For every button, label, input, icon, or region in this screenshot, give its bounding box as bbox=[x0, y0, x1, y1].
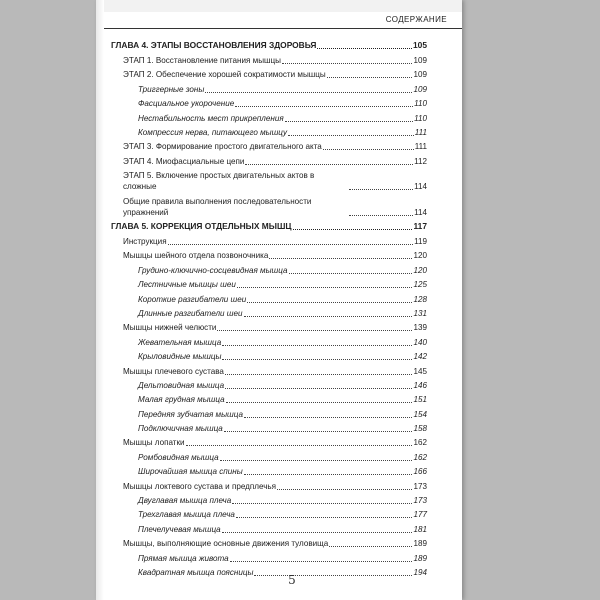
leader-dots bbox=[168, 244, 414, 245]
page-number: 189 bbox=[413, 553, 427, 563]
page-number: 109 bbox=[413, 70, 427, 80]
leader-dots bbox=[244, 417, 413, 418]
leader-dots bbox=[237, 287, 413, 288]
entry-title: Нестабильность мест прикрепления bbox=[138, 113, 284, 123]
entry-title: Малая грудная мышца bbox=[138, 395, 225, 405]
page-number: 110 bbox=[414, 113, 427, 123]
header-rule bbox=[104, 28, 462, 29]
entry-title: Квадратная мышца поясницы bbox=[138, 567, 254, 577]
toc-entry bbox=[111, 170, 427, 192]
page-folio-number: 5 bbox=[288, 573, 296, 587]
entry-title: Дельтовидная мышца bbox=[138, 380, 225, 390]
leader-dots bbox=[222, 345, 412, 346]
entry-title: ЭТАП 3. Формирование простого двигательного акта bbox=[123, 142, 322, 152]
leader-dots bbox=[329, 546, 412, 547]
page-number: 114 bbox=[414, 207, 427, 217]
entry-title: Компрессия нерва, питающего мышцу bbox=[138, 127, 288, 137]
chapter-title: ГЛАВА 5. КОРРЕКЦИЯ ОТДЕЛЬНЫХ МЫШЦ bbox=[111, 221, 292, 231]
entry-title: Триггерные зоны bbox=[138, 84, 205, 94]
leader-dots bbox=[222, 359, 412, 360]
page-number: 131 bbox=[413, 308, 427, 318]
toc-entry bbox=[111, 69, 427, 80]
entry-title: Мышцы плечевого сустава bbox=[123, 366, 224, 376]
chapter-title: ГЛАВА 4. ЭТАПЫ ВОССТАНОВЛЕНИЯ ЗДОРОВЬЯ bbox=[111, 40, 317, 50]
page-number: 181 bbox=[413, 524, 427, 534]
leader-dots bbox=[247, 302, 412, 303]
leader-dots bbox=[225, 374, 413, 375]
page-number: 105 bbox=[413, 40, 427, 50]
entry-title: ЭТАП 1. Восстановление питания мышцы bbox=[123, 56, 281, 65]
leader-dots bbox=[285, 121, 413, 122]
page-number: 109 bbox=[413, 56, 427, 65]
page-number: 158 bbox=[413, 424, 427, 434]
toc-subentry bbox=[111, 423, 427, 434]
leader-dots bbox=[349, 215, 413, 216]
page-number: 194 bbox=[413, 567, 427, 577]
entry-title: Широчайшая мышца спины bbox=[138, 467, 243, 477]
toc-subentry bbox=[111, 113, 427, 124]
toc-subentry bbox=[111, 452, 427, 463]
leader-dots bbox=[327, 77, 413, 78]
book-page bbox=[96, 0, 462, 600]
leader-dots bbox=[293, 229, 413, 230]
toc-subentry bbox=[111, 337, 427, 348]
leader-dots bbox=[244, 316, 413, 317]
leader-dots bbox=[224, 431, 413, 432]
toc-entry bbox=[111, 481, 427, 492]
toc-subentry bbox=[111, 567, 427, 578]
entry-title: ЭТАП 4. Миофасциальные цепи bbox=[123, 156, 245, 166]
entry-title: Мышцы локтевого сустава и предплечья bbox=[123, 481, 277, 491]
chapter-5-section bbox=[111, 220, 427, 581]
toc-subentry bbox=[111, 265, 427, 276]
running-header: СОДЕРЖАНИЕ bbox=[385, 15, 447, 24]
leader-dots bbox=[222, 532, 413, 533]
leader-dots bbox=[282, 63, 412, 64]
page-number: 166 bbox=[413, 467, 427, 477]
toc-entry bbox=[111, 538, 427, 549]
leader-dots bbox=[232, 503, 412, 504]
leader-dots bbox=[205, 92, 412, 93]
leader-dots bbox=[245, 164, 413, 165]
entry-title: Передняя зубчатая мышца bbox=[138, 409, 243, 419]
entry-title: Короткие разгибатели шеи bbox=[138, 294, 247, 304]
entry-title: Плечелучевая мышца bbox=[138, 524, 221, 534]
page-top-strip bbox=[104, 0, 462, 12]
toc-subentry bbox=[111, 351, 427, 362]
page-number: 189 bbox=[413, 539, 427, 549]
toc-subentry bbox=[111, 84, 427, 95]
entry-title: Мышцы шейного отдела позвоночника bbox=[123, 251, 269, 261]
page-number: 128 bbox=[413, 294, 427, 304]
toc-entry bbox=[111, 55, 427, 66]
toc-entry bbox=[111, 141, 427, 152]
leader-dots bbox=[277, 489, 412, 490]
entry-title: Длинные разгибатели шеи bbox=[138, 308, 243, 318]
toc-subentry bbox=[111, 127, 427, 138]
entry-title: ЭТАП 5. Включение простых двигательных актов в сложные bbox=[123, 171, 315, 192]
toc-entry bbox=[111, 196, 427, 218]
toc-subentry bbox=[111, 509, 427, 520]
page-number: 111 bbox=[414, 142, 427, 152]
page-number: 120 bbox=[413, 251, 427, 261]
leader-dots bbox=[254, 575, 412, 576]
chapter-4-section bbox=[111, 39, 427, 221]
toc-entry bbox=[111, 322, 427, 333]
toc-subentry bbox=[111, 524, 427, 535]
toc-subentry bbox=[111, 394, 427, 405]
entry-title: Прямая мышца живота bbox=[138, 553, 229, 563]
entry-title: Фасциальное укорочение bbox=[138, 99, 235, 109]
leader-dots bbox=[244, 474, 413, 475]
toc-subentry bbox=[111, 380, 427, 391]
entry-title: Крыловидные мышцы bbox=[138, 352, 222, 362]
toc-entry bbox=[111, 366, 427, 377]
toc-entry bbox=[111, 156, 427, 167]
page-number: 120 bbox=[413, 265, 427, 275]
entry-title: Лестничные мышцы шеи bbox=[138, 280, 236, 290]
leader-dots bbox=[230, 561, 413, 562]
page-number: 151 bbox=[413, 395, 427, 405]
leader-dots bbox=[323, 149, 414, 150]
page-number: 114 bbox=[414, 182, 427, 192]
toc-subentry bbox=[111, 279, 427, 290]
toc-subentry bbox=[111, 495, 427, 506]
page-number: 125 bbox=[413, 280, 427, 290]
page-number: 109 bbox=[413, 84, 427, 94]
entry-title: Грудино-ключично-сосцевидная мышца bbox=[138, 265, 288, 275]
page-number: 173 bbox=[413, 496, 427, 506]
entry-title: Мышцы нижней челюсти bbox=[123, 323, 217, 333]
chapter-5-heading bbox=[111, 221, 427, 232]
entry-title: Трехглавая мышца плеча bbox=[138, 510, 235, 520]
page-number: 110 bbox=[414, 99, 427, 109]
leader-dots bbox=[186, 445, 413, 446]
leader-dots bbox=[217, 330, 412, 331]
entry-title: Мышцы лопатки bbox=[123, 438, 185, 448]
toc-subentry bbox=[111, 98, 427, 109]
page-number: 173 bbox=[413, 481, 427, 491]
page-number: 162 bbox=[413, 438, 427, 448]
toc-subentry bbox=[111, 466, 427, 477]
leader-dots bbox=[289, 273, 413, 274]
leader-dots bbox=[220, 460, 413, 461]
toc-entry bbox=[111, 236, 427, 247]
page-number: 112 bbox=[414, 156, 427, 166]
leader-dots bbox=[288, 135, 414, 136]
entry-title: Жевательная мышца bbox=[138, 337, 222, 347]
leader-dots bbox=[269, 258, 412, 259]
page-number: 177 bbox=[413, 510, 427, 520]
entry-title: Общие правила выполнения последовательности упражнений bbox=[123, 196, 312, 217]
page-number: 111 bbox=[414, 127, 427, 137]
entry-title: Инструкция bbox=[123, 237, 167, 246]
entry-title: Ромбовидная мышца bbox=[138, 452, 219, 462]
entry-title: Двуглавая мышца плеча bbox=[138, 496, 232, 506]
page-number: 142 bbox=[413, 352, 427, 362]
page-number: 162 bbox=[413, 452, 427, 462]
toc-entry bbox=[111, 437, 427, 448]
toc-subentry bbox=[111, 553, 427, 564]
page-number: 117 bbox=[413, 221, 427, 231]
entry-title: ЭТАП 2. Обеспечение хорошей сократимости мышцы bbox=[123, 70, 326, 80]
page-number: 145 bbox=[413, 366, 427, 376]
entry-title: Мышцы, выполняющие основные движения туловища bbox=[123, 539, 329, 549]
toc-subentry bbox=[111, 409, 427, 420]
leader-dots bbox=[317, 48, 412, 49]
entry-title: Подключичная мышца bbox=[138, 424, 223, 434]
leader-dots bbox=[236, 517, 413, 518]
leader-dots bbox=[225, 388, 412, 389]
page-number: 139 bbox=[413, 323, 427, 333]
toc-entry bbox=[111, 250, 427, 261]
leader-dots bbox=[226, 402, 413, 403]
leader-dots bbox=[349, 189, 413, 190]
page-number: 140 bbox=[413, 337, 427, 347]
toc-subentry bbox=[111, 308, 427, 319]
chapter-4-heading bbox=[111, 40, 427, 51]
leader-dots bbox=[235, 106, 413, 107]
page-number: 146 bbox=[413, 380, 427, 390]
page-number: 154 bbox=[413, 409, 427, 419]
page-number: 119 bbox=[414, 237, 427, 246]
toc-subentry bbox=[111, 294, 427, 305]
